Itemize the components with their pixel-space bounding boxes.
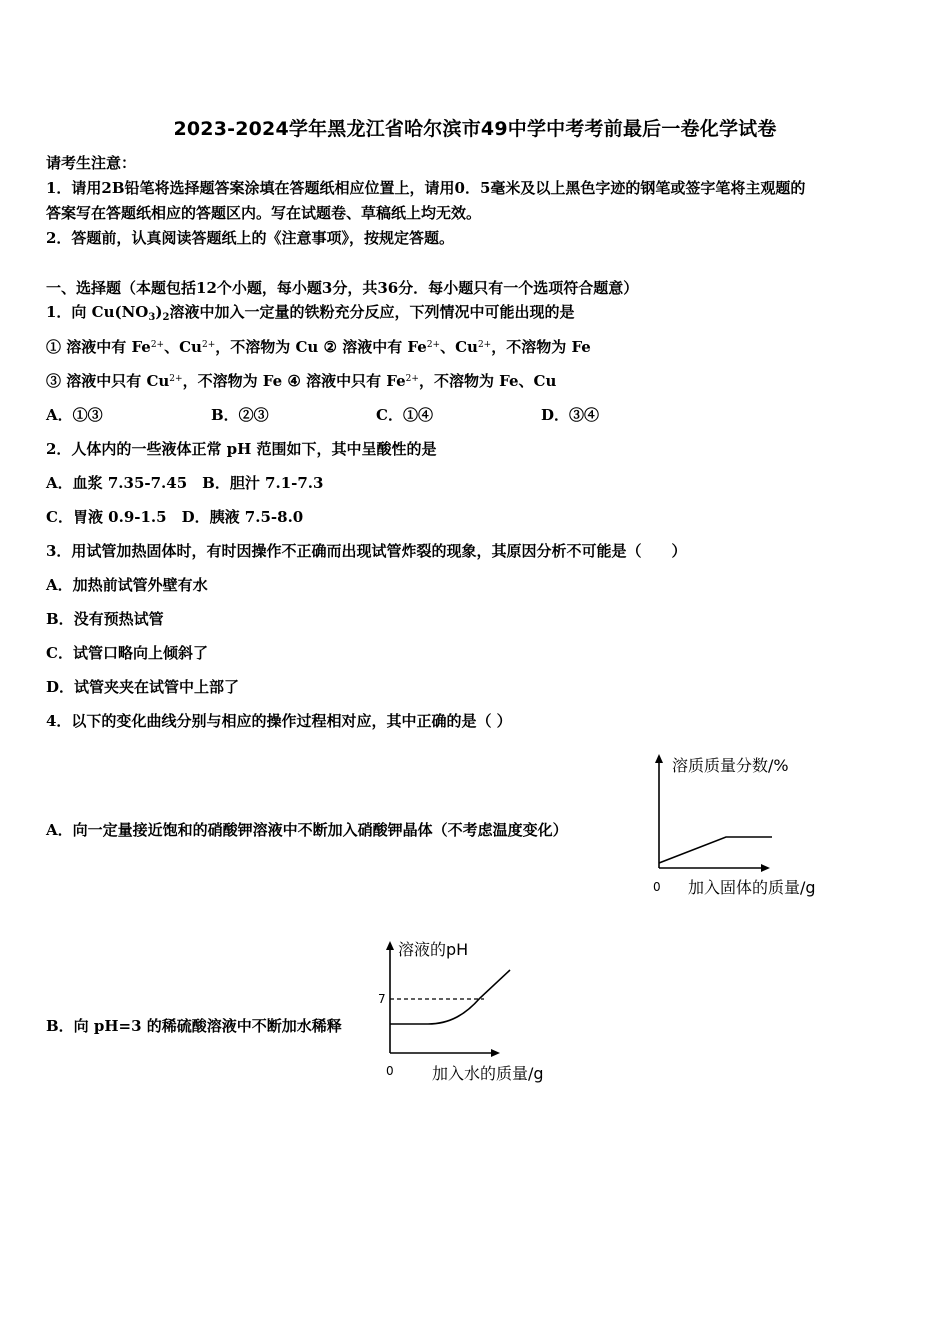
graph-a-y-arrow bbox=[655, 754, 663, 763]
question-2-options-cd[interactable]: C．胃液 0.9-1.5 D．胰液 7.5-8.0 bbox=[46, 508, 304, 526]
graph-a-x-label: 加入固体的质量/g bbox=[688, 878, 816, 897]
graph-b-origin: 0 bbox=[386, 1064, 394, 1078]
notice-item-1-line-1: 1．请用2B铅笔将选择题答案涂填在答题纸相应位置上，请用0．5毫米及以上黑色字迹的钢笔或签字笔将主观题的 bbox=[46, 179, 806, 197]
question-2-stem: 2．人体内的一些液体正常 pH 范围如下，其中呈酸性的是 bbox=[46, 440, 437, 458]
graph-a-origin: 0 bbox=[653, 880, 661, 894]
question-3-option-a[interactable]: A．加热前试管外壁有水 bbox=[46, 576, 208, 594]
question-4-option-a[interactable]: A．向一定量接近饱和的硝酸钾溶液中不断加入硝酸钾晶体（不考虑温度变化） bbox=[46, 821, 568, 839]
question-3-option-d[interactable]: D．试管夹夹在试管中上部了 bbox=[46, 678, 240, 696]
question-4-option-b[interactable]: B．向 pH=3 的稀硫酸溶液中不断加水稀释 bbox=[46, 1017, 342, 1035]
question-3-stem: 3．用试管加热固体时，有时因操作不正确而出现试管炸裂的现象，其原因分析不可能是（ ） bbox=[46, 542, 687, 560]
question-1-option-d[interactable]: D．③④ bbox=[541, 406, 600, 424]
notice-heading: 请考生注意： bbox=[46, 154, 137, 172]
graph-b-curve bbox=[390, 970, 510, 1024]
question-3-option-b[interactable]: B．没有预热试管 bbox=[46, 610, 164, 628]
question-3-option-c[interactable]: C．试管口略向上倾斜了 bbox=[46, 644, 208, 662]
graph-b-x-arrow bbox=[491, 1049, 500, 1057]
notice-item-2: 2．答题前，认真阅读答题纸上的《注意事项》，按规定答题。 bbox=[46, 229, 454, 247]
notice-item-1-line-2: 答案写在答题纸相应的答题区内。写在试题卷、草稿纸上均无效。 bbox=[46, 204, 482, 222]
graph-a-curve bbox=[659, 837, 772, 863]
question-1-option-c[interactable]: C．①④ bbox=[376, 406, 433, 424]
question-1-option-b[interactable]: B．②③ bbox=[211, 406, 269, 424]
graph-b-x-label: 加入水的质量/g bbox=[432, 1064, 544, 1083]
question-1-statements-3-4: ③ 溶液中只有 $Cu^{2+}$，不溶物为 Fe ④ 溶液中只有 $Fe^{2+}$，不溶物为 Fe、Cu bbox=[46, 372, 557, 390]
page-title: 2023-2024学年黑龙江省哈尔滨市49中学中考考前最后一卷化学试卷 bbox=[173, 118, 777, 140]
graph-a-x-arrow bbox=[761, 864, 770, 872]
section-heading: 一、选择题（本题包括12个小题，每小题3分，共36分．每小题只有一个选项符合题意） bbox=[46, 279, 639, 297]
question-1-stem: 1．向 $Cu(NO_3)_2$溶液中加入一定量的铁粉充分反应，下列情况中可能出现的是 bbox=[46, 303, 575, 323]
graph-b-y-label: 溶液的pH bbox=[398, 940, 469, 959]
question-2-options-ab[interactable]: A．血浆 7.35-7.45 B．胆汁 7.1-7.3 bbox=[46, 474, 324, 492]
question-1-option-a[interactable]: A．①③ bbox=[46, 406, 103, 424]
question-1-statements-1-2: ① 溶液中有 $Fe^{2+}$、$Cu^{2+}$，不溶物为 Cu ② 溶液中有 $Fe^{2+}$、$Cu^{2+}$，不溶物为 Fe bbox=[46, 338, 591, 356]
graph-b bbox=[376, 934, 566, 1089]
question-4-stem: 4．以下的变化曲线分别与相应的操作过程相对应，其中正确的是（ ） bbox=[46, 712, 512, 730]
graph-b-y-arrow bbox=[386, 941, 394, 950]
graph-a-y-label: 溶质质量分数/% bbox=[672, 756, 789, 775]
graph-b-ref-label: 7 bbox=[378, 992, 386, 1006]
graph-a bbox=[640, 750, 840, 900]
